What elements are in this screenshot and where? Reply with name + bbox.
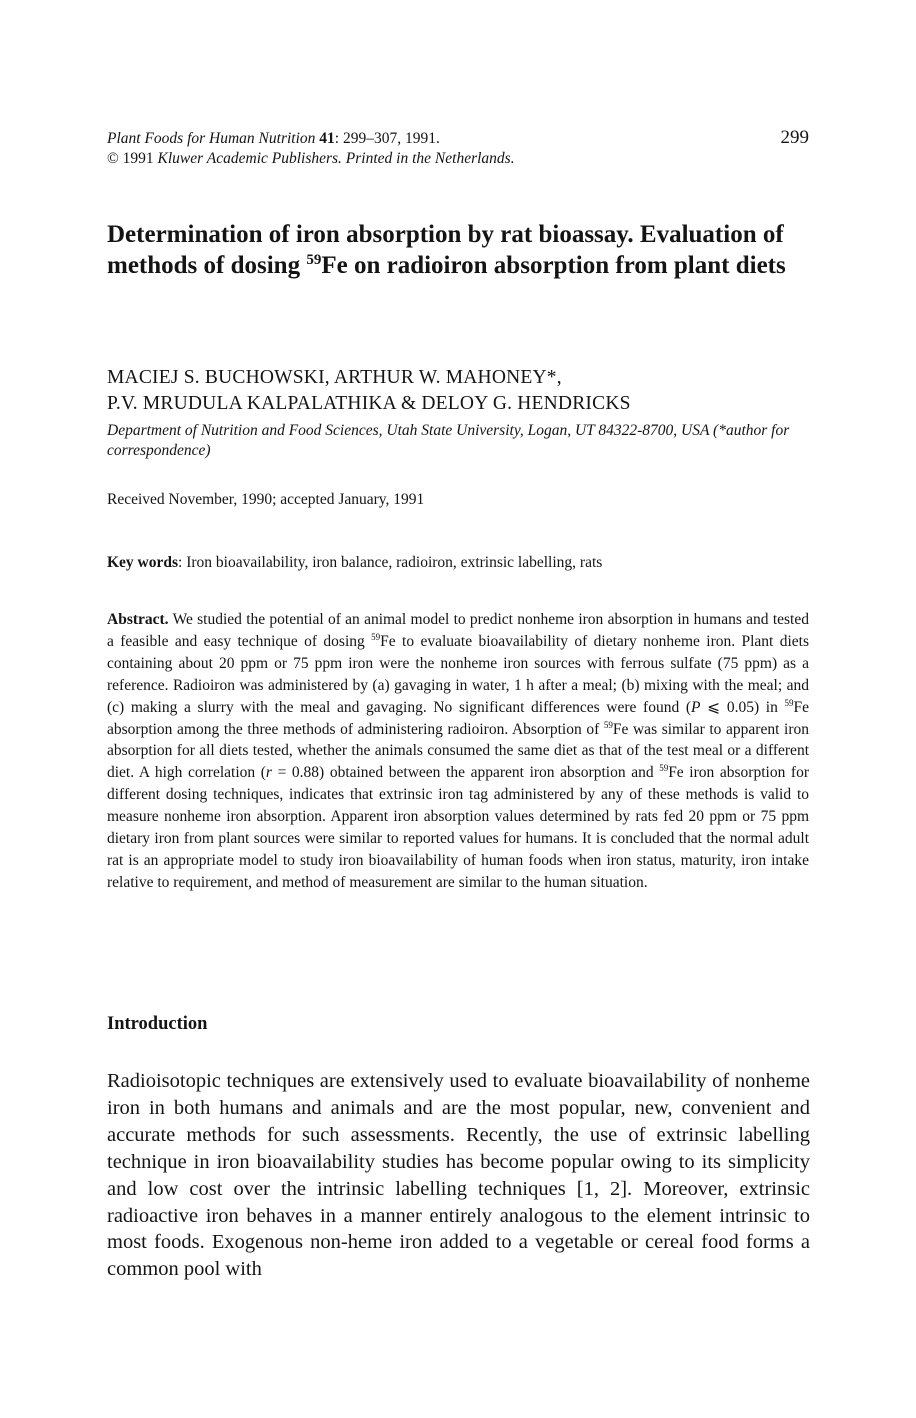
publisher-line: Kluwer Academic Publishers. Printed in the Netherlands. [157,150,515,167]
abstract-sup-1: 59 [371,631,381,642]
received-dates: Received November, 1990; accepted January, 1991 [107,491,425,508]
running-header [107,129,707,169]
authors-line-1: MACIEJ S. BUCHOWSKI, ARTHUR W. MAHONEY*, [107,367,562,388]
abstract-sup-2: 59 [784,697,794,708]
abstract-sup-3: 59 [603,719,613,730]
title-part-2: Fe on radioiron absorption from plant diets [321,252,786,279]
abstract-text-2: Fe to evaluate bioavailability of dietary nonheme iron. Plant diets containing about 20 ppm or 75 ppm iron were the nonheme iron sources with ferrous sulfate (75 ppm) as a reference. Radioiron was administered by (a) gavaging in water, 1 h after a meal; (b) mixing with the meal; and (c) making a slurry with the meal and gavaging. No significant differences were found ( [107,632,809,716]
journal-pages: : 299–307, 1991. [334,130,440,147]
keywords-text: : Iron bioavailability, iron balance, radioiron, extrinsic labelling, rats [178,554,603,571]
abstract-text-4: Fe absorption among the three methods of administering radioiron. Absorption of [107,698,809,738]
journal-volume: 41 [319,130,335,147]
abstract-text-7: Fe iron absorption for different dosing techniques, indicates that extrinsic iron tag administered by any of these methods is valid to measure nonheme iron absorption. Apparent iron absorption values determined by rats fed 20 ppm or 75 ppm dietary iron from plant sources were similar to reported values for humans. It is concluded that the normal adult rat is an appropriate model to study iron bioavailability of human foods when iron status, maturity, iron intake relative to requirement, and method of measurement are similar to the human situation. [107,764,809,891]
abstract [107,609,809,894]
authors-line-2: P.V. MRUDULA KALPALATHIKA & DELOY G. HENDRICKS [107,392,631,414]
article-title [107,219,817,281]
introduction-heading: Introduction [107,1014,208,1034]
keywords-label: Key words [107,554,179,571]
affiliation: Department of Nutrition and Food Sciences, Utah State University, Logan, UT 84322-8700, USA (*author for correspondence) [107,422,790,459]
abstract-label: Abstract. [107,611,169,628]
journal-name: Plant Foods for Human Nutrition [107,130,316,147]
abstract-text-1: We studied the potential of an animal model to predict nonheme iron absorption in humans and tested a feasible and easy technique of dosing [107,611,809,650]
title-part-1: Determination of iron absorption by rat bioassay. Evaluation of methods of dosing [107,221,784,279]
abstract-text-6: = 0.88) obtained between the apparent iron absorption and [271,764,660,782]
copyright-year: 1991 [118,150,158,167]
keywords [107,554,827,572]
abstract-sup-4: 59 [659,763,669,774]
introduction-body: Radioisotopic techniques are extensively used to evaluate bioavailability of nonheme iron in both humans and animals and are the most popular, new, convenient and accurate methods for such assessments. Recently, the use of extrinsic labelling technique in iron bioavailability studies has become popular owing to its simplicity and low cost over the intrinsic labelling techniques [1, 2]. Moreover, extrinsic radioactive iron behaves in a manner entirely analogous to the element intrinsic to most foods. Exogenous non-heme iron added to a vegetable or cereal food forms a common pool with [107,1070,810,1281]
abstract-text-5: Fe was similar to apparent iron absorption for all diets tested, whether the animals consumed the same diet as that of the test meal or a different diet. A high correlation ( [107,720,809,782]
title-superscript: 59 [306,252,322,268]
author-list [107,365,827,416]
copyright-symbol: © [107,150,119,167]
abstract-r-variable: r [265,764,272,782]
abstract-text-3: ⩽ 0.05) in [700,698,785,716]
page-number: 299 [780,127,809,148]
abstract-p-variable: P [691,698,701,716]
